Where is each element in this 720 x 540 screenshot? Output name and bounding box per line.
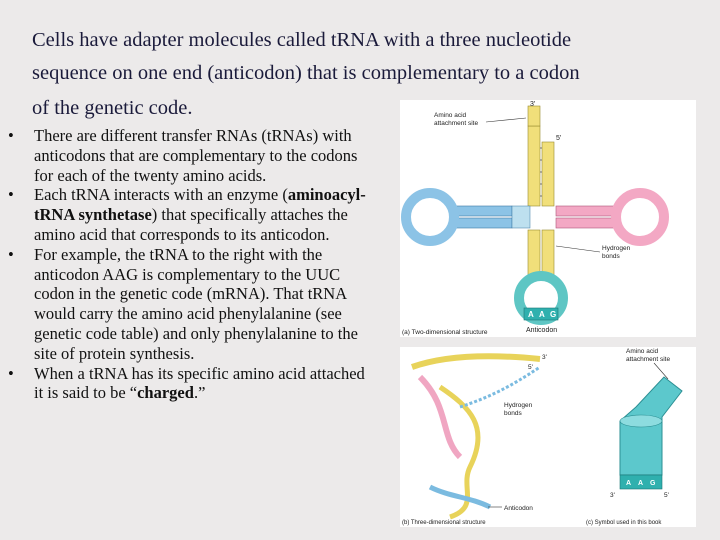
bullet-text: For example, the tRNA to the right with the anticodon AAG is complementary to the UUC codon in the genetic code (mRNA). That tRNA would carry the amino acid phenylalanine (see genetic code table) and only phenylalanine to the site of protein synthesis. [34,244,358,363]
bullet-text: Each tRNA interacts with an enzyme ( [34,185,288,205]
acceptor-stem-left [528,126,540,206]
symbol-base-1: A [626,480,632,487]
attachment-label-2: attachment site [434,120,479,127]
bullet-item [0,185,372,244]
anticodon-label-3d: Anticodon [504,505,533,512]
t-loop [616,193,664,241]
d-loop [406,193,454,241]
caption-2d: (a) Two-dimensional structure [402,329,488,336]
attachment-label-3d-2: attachment site [626,356,671,363]
bullet-emphasis: charged [137,383,194,403]
helix-blue [430,487,490,507]
title-line-1: Cells have adapter molecules called tRNA with a three nucleotide [32,29,572,51]
hbonds-label-3d-1: Hydrogen [504,402,533,409]
title-line-2: sequence on one end (anticodon) that is complementary to a codon [32,62,580,84]
bullet-item [0,126,372,185]
hbonds-label-3d-2: bonds [504,410,522,417]
hbonds-label-1: Hydrogen [602,245,631,252]
trna-3d-diagram [400,347,696,527]
bullet-text: .” [193,383,206,403]
symbol-base-3: G [650,480,656,487]
bullet-text: ) that specifically attaches the amino acid that corresponds to its anticodon. [34,205,348,244]
attachment-label-3d-1: Amino acid [626,348,659,355]
bullet-text: When a tRNA has its specific amino acid attached it is said to be “ [34,363,365,403]
trna-2d-figure [400,100,696,337]
symbol-end-5: 5' [664,492,669,499]
bullet-marker: • [8,244,14,264]
attachment-label-1: Amino acid [434,112,467,119]
trna-3d-figure [400,347,696,527]
anticodon-label: Anticodon [526,327,558,334]
bullet-marker: • [8,363,14,383]
end-3-label-3d: 3' [542,354,547,361]
end-3-label: 3' [530,101,536,108]
bullet-marker: • [8,185,14,205]
bullet-marker: • [8,126,14,145]
bullet-item [0,364,372,404]
anticodon-base-2: A [539,310,545,319]
bullet-emphasis: aminoacyl-tRNA synthetase [34,185,366,225]
acceptor-stem-right [542,142,554,206]
hbonds-label-2: bonds [602,253,620,260]
t-arm-stem-bottom [556,218,616,228]
end-5-label-3d: 5' [528,364,533,371]
symbol-base-2: A [638,480,644,487]
bullet-item [0,245,372,364]
t-arm-stem-top [556,206,616,216]
anticodon-base-1: A [528,310,534,319]
acceptor-tail [528,106,540,126]
end-5-label: 5' [556,135,562,142]
title-line-3: of the genetic code. [32,97,193,119]
d-arm-stem-top [452,206,512,216]
anticodon-base-3: G [550,310,557,319]
caption-symbol: (c) Symbol used in this book [586,520,662,526]
helix-yellow-top [412,356,540,367]
bullet-list [0,126,372,403]
caption-3d: (b) Three-dimensional structure [402,520,486,526]
d-arm-stem-bottom [452,218,512,228]
bullet-text: There are different transfer RNAs (tRNAs) with anticodons that are complementary to the codons for each of the twenty amino acids. [34,126,358,185]
cloverleaf-diagram [400,100,696,337]
symbol-end-3: 3' [610,492,615,499]
